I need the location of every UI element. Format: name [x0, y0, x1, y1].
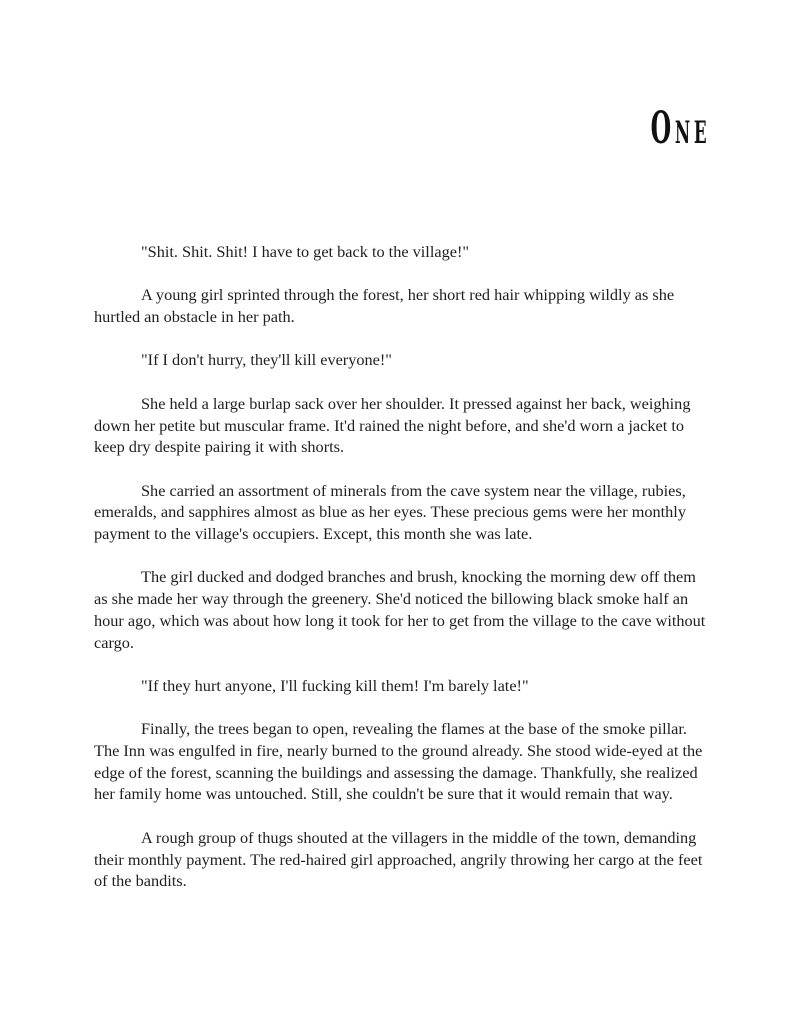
paragraph: A rough group of thugs shouted at the villagers in the middle of the town, demanding their monthly payment. The red-haired girl approached, angrily throwing her cargo at the feet of the bandits. — [94, 827, 703, 891]
paragraph: The girl ducked and dodged branches and brush, knocking the morning dew off them as she made her way through the greenery. She'd noticed the billowing black smoke half an hour ago, which was about how long it took for her to get from the village to the cave without cargo. — [94, 567, 706, 652]
paragraph: "If I don't hurry, they'll kill everyone!" — [141, 350, 392, 370]
paragraph: Finally, the trees began to open, revealing the flames at the base of the smoke pillar. The Inn was engulfed in fire, nearly burned to the ground already. She stood wide-eyed at the edge of the forest, scanning the buildings and assessing the damage. Thankfully, she realized her family home was untouched. Still, she couldn't be sure that it would remain that way. — [94, 719, 703, 804]
paragraph: "Shit. Shit. Shit! I have to get back to the village!" — [141, 242, 470, 261]
paragraph: A young girl sprinted through the forest, her short red hair whipping wildly as she hurtled an obstacle in her path. — [94, 285, 675, 327]
paragraph: She carried an assortment of minerals from the cave system near the village, rubies, emeralds, and sapphires almost as blue as her eyes. These precious gems were her monthly payment to the village's occupiers. Except, this month she was late. — [94, 480, 686, 544]
chapter-title: One — [650, 101, 710, 154]
chapter-body — [94, 241, 706, 914]
paragraph: She held a large burlap sack over her shoulder. It pressed against her back, weighing down her petite but muscular frame. It'd rained the night before, and she'd worn a jacket to keep dry despite pairing it with shorts. — [94, 393, 691, 457]
paragraph: "If they hurt anyone, I'll fucking kill them! I'm barely late!" — [141, 675, 529, 695]
